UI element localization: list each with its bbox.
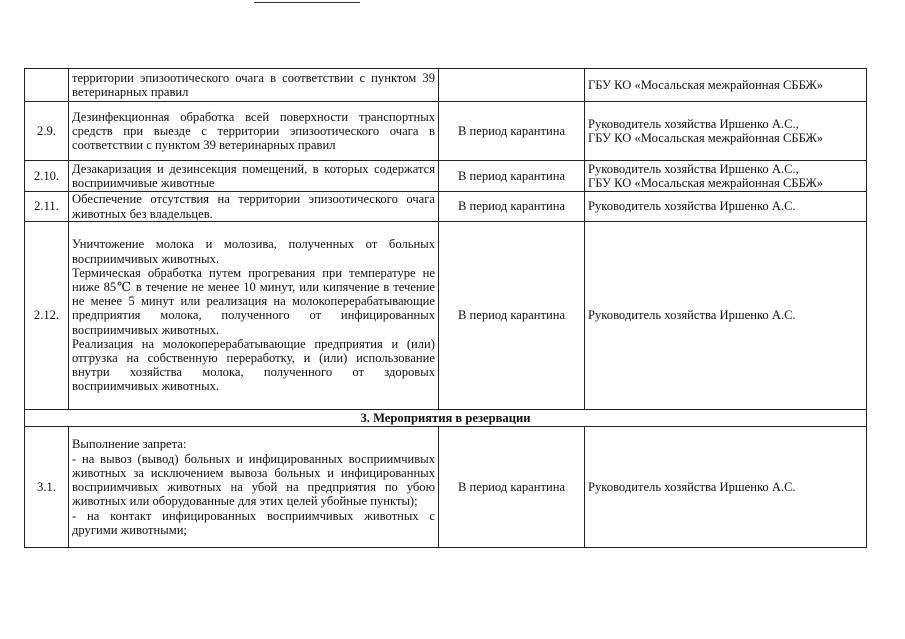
responsible-line: Руководитель хозяйства Иршенко А.С., [588,161,799,176]
table-row [25,427,867,548]
table-row [25,102,867,161]
section-header-row [25,410,867,427]
responsible-line: ГБУ КО «Мосальская межрайонная СББЖ» [588,131,824,145]
top-rule [254,2,360,3]
row-number: 2.10. [25,161,69,192]
responsible-cell [585,192,867,222]
responsible-line: Руководитель хозяйства Иршенко А.С. [588,308,796,323]
responsible-cell [585,69,867,102]
responsible-line: ГБУ КО «Мосальская межрайонная СББЖ» [588,77,824,92]
action-text: Дезинфекционная обработка всей поверхности транспортных средств при выезде с территории эпизоотического очага в соответствии с пунктом 39 ветеринарных правил [69,102,439,161]
action-text: территории эпизоотического очага в соответствии с пунктом 39 ветеринарных правил [69,69,439,102]
table-row [25,69,867,102]
period-text: В период карантина [439,161,585,192]
action-text: Дезакаризация и дезинсекция помещений, в которых содержатся восприимчивые животные [69,161,439,192]
period-text: В период карантина [439,102,585,161]
responsible-cell [585,161,867,192]
action-text [69,222,439,410]
responsible-line: Руководитель хозяйства Иршенко А.С. [588,199,796,214]
period-text [439,69,585,102]
action-paragraph: Уничтожение молока и молозива, полученных от больных восприимчивых животных. [72,237,435,266]
action-paragraph: Реализация на молокоперерабатывающие предприятия и (или) отгрузка на собственную переработку, и (или) использование внутри хозяйства молока, полученного от здоровых восприимчивых животных. [72,336,435,394]
responsible-line: Руководитель хозяйства Иршенко А.С. [588,480,796,495]
responsible-cell [585,102,867,161]
row-number: 2.9. [25,102,69,161]
period-text: В период карантина [439,427,585,548]
row-number: 2.12. [25,222,69,410]
responsible-cell [585,427,867,548]
table-row [25,161,867,192]
row-number: 2.11. [25,192,69,222]
action-paragraph: Выполнение запрета: [72,437,187,452]
period-text: В период карантина [439,222,585,410]
action-text: Обеспечение отсутствия на территории эпизоотического очага животных без владельцев. [69,192,439,222]
responsible-line: ГБУ КО «Мосальская межрайонная СББЖ» [588,176,824,190]
row-number [25,69,69,102]
measures-table [24,68,867,548]
responsible-cell [585,222,867,410]
action-paragraph: - на вывоз (вывод) больных и инфицированных восприимчивых животных за исключением вывоза больных и инфицированных восприимчивых животных на убой на предприятия по убою животных или оборудованные для этих целей убойные пункты); [72,451,435,509]
row-number: 3.1. [25,427,69,548]
responsible-line: Руководитель хозяйства Иршенко А.С., [588,116,799,131]
action-paragraph: - на контакт инфицированных восприимчивых животных с другими животными; [72,508,435,537]
action-text [69,427,439,548]
period-text: В период карантина [439,192,585,222]
table-row [25,192,867,222]
section-title: 3. Мероприятия в резервации [25,410,867,427]
table-row [25,222,867,410]
action-paragraph: Термическая обработка путем прогревания при температуре не ниже 85℃ в течение не менее 10 минут, или кипячение в течение не менее 5 минут или реализация на молокоперерабатывающие предприятия молока, полученного от инфицированных восприимчивых животных. [72,265,435,337]
